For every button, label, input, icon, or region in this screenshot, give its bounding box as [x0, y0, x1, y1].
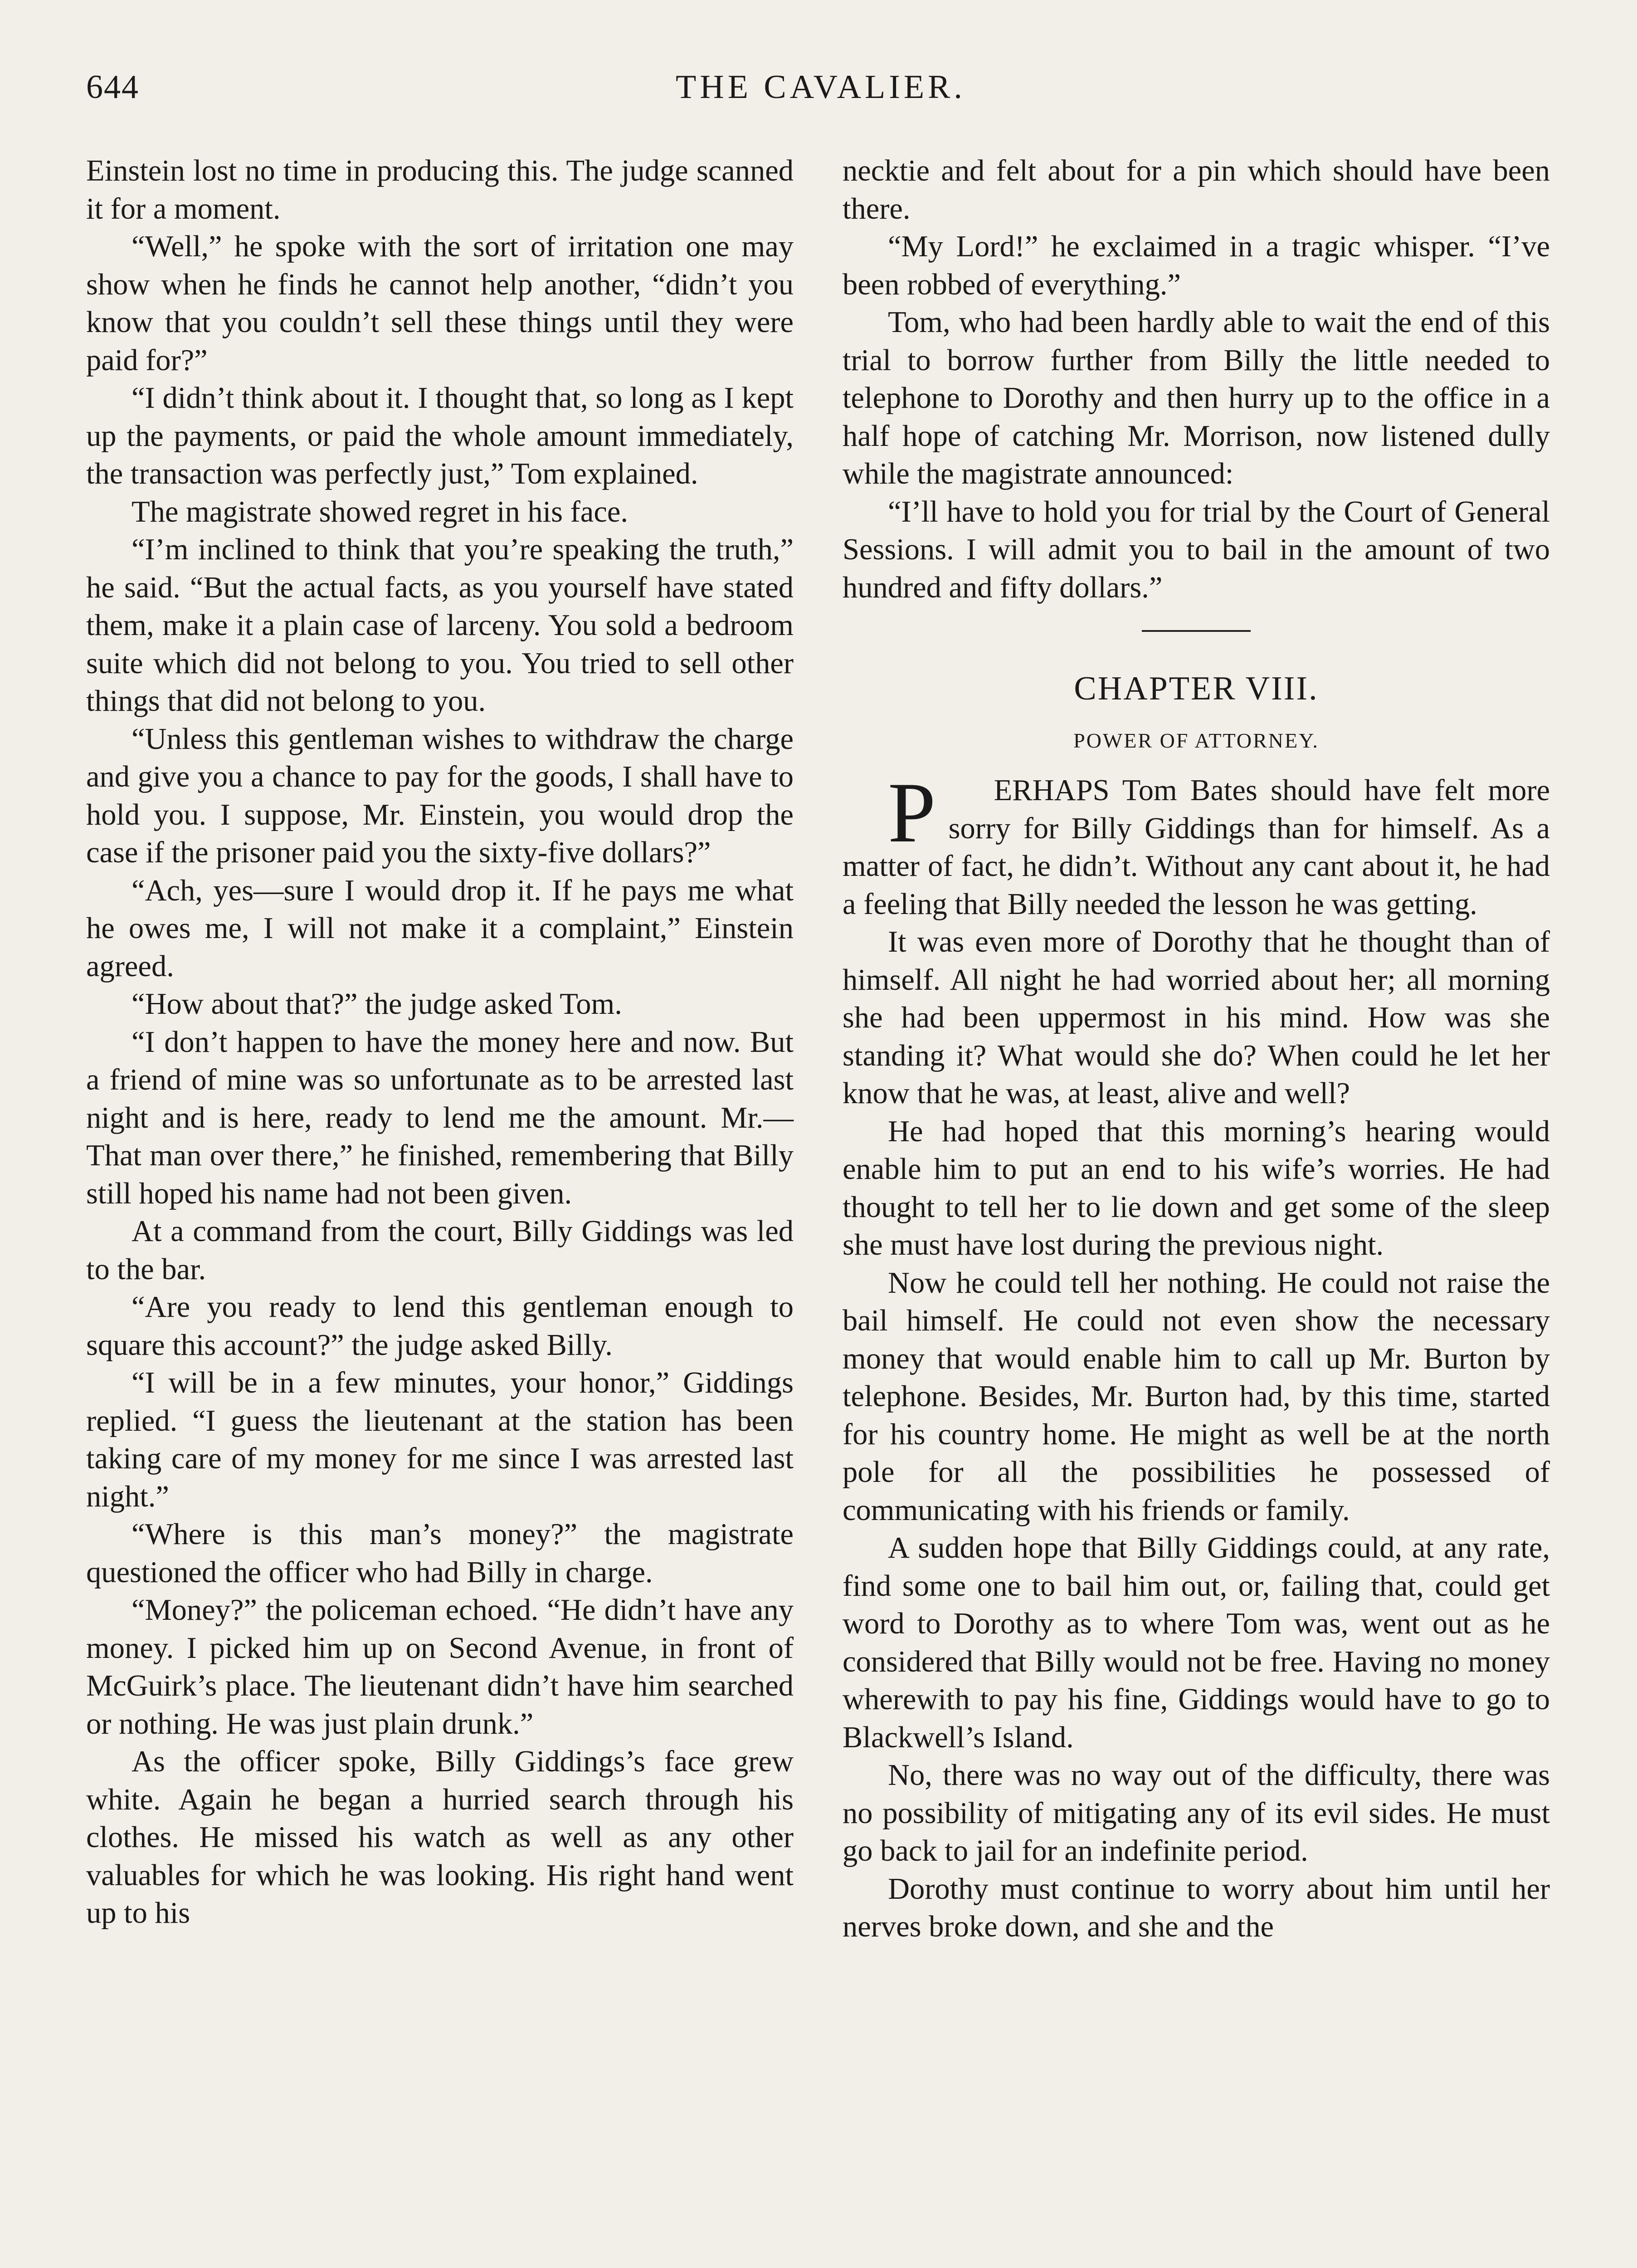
paragraph: necktie and felt about for a pin which should have been there.	[843, 154, 1550, 225]
left-column	[86, 152, 794, 1932]
paragraph: Einstein lost no time in producing this. The judge scanned it for a moment.	[86, 154, 794, 225]
paragraph: Tom, who had been hardly able to wait the end of this trial to borrow further from Billy the little needed to telephone to Dorothy and then hurry up to the office in a half hope of catching Mr. Morrison, now listened dully while the magistrate announced:	[843, 306, 1550, 490]
paragraph: “I’m inclined to think that you’re speaking the truth,” he said. “But the actual facts, as you yourself have stated them, make it a plain case of larceny. You sold a bedroom suite which did not belong to you. You tried to sell other things that did not belong to you.	[86, 533, 794, 718]
paragraph: A sudden hope that Billy Giddings could, at any rate, find some one to bail him out, or, failing that, could get word to Dorothy as to where Tom was, went out as he considered that Billy would not be free. Having no money wherewith to pay his fine, Giddings would have to go to Blackwell’s Island.	[843, 1531, 1550, 1754]
paragraph: As the officer spoke, Billy Giddings’s face grew white. Again he began a hurried search through his clothes. He missed his watch as well as any other valuables for which he was looking. His right hand went up to his	[86, 1745, 794, 1930]
paragraph: He had hoped that this morning’s hearing would enable him to put an end to his wife’s worries. He had thought to tell her to lie down and get some of the sleep she must have lost during the previous night.	[843, 1114, 1550, 1261]
paragraph: “I will be in a few minutes, your honor,” Giddings replied. “I guess the lieutenant at the station has been taking care of my money for me since I was arrested last night.”	[86, 1366, 794, 1513]
opening-text: ERHAPS Tom Bates should have felt more sorry for Billy Giddings than for himself. As a matter of fact, he didn’t. Without any cant about it, he had a feeling that Billy needed the lesson he was getting.	[843, 774, 1550, 921]
paragraph: “I didn’t think about it. I thought that, so long as I kept up the payments, or paid the whole amount immediately, the transaction was perfectly just,” Tom explained.	[86, 381, 794, 490]
paragraph: “My Lord!” he exclaimed in a tragic whisper. “I’ve been robbed of everything.”	[843, 230, 1550, 301]
drop-cap: P	[888, 765, 936, 860]
paragraph: “Unless this gentleman wishes to withdraw the charge and give you a chance to pay for the goods, I shall have to hold you. I suppose, Mr. Einstein, you would drop the case if the prisoner paid you the sixty-five dollars?”	[86, 722, 794, 869]
paragraph: No, there was no way out of the difficulty, there was no possibility of mitigating any of its evil sides. He must go back to jail for an indefinite period.	[843, 1759, 1550, 1867]
paragraph: “Are you ready to lend this gentleman enough to square this account?” the judge asked Billy.	[86, 1290, 794, 1362]
section-divider	[1142, 630, 1251, 632]
paragraph: “Ach, yes—sure I would drop it. If he pays me what he owes me, I will not make it a complaint,” Einstein agreed.	[86, 874, 794, 983]
chapter-title: CHAPTER VIII.	[1074, 670, 1319, 707]
paragraph: The magistrate showed regret in his face.	[132, 495, 628, 528]
paragraph: “I don’t happen to have the money here and now. But a friend of mine was so unfortunate as to be arrested last night and is here, ready to lend me the amount. Mr.— That man over there,” he finished, remembering that Billy still hoped his name had not been given.	[86, 1025, 794, 1210]
paragraph: “I’ll have to hold you for trial by the Court of General Sessions. I will admit you to bail in the amount of two hundred and fifty dollars.”	[843, 495, 1550, 604]
page-header	[86, 68, 1555, 113]
paragraph: “How about that?” the judge asked Tom.	[132, 987, 622, 1021]
paragraph: “Where is this man’s money?” the magistrate questioned the officer who had Billy in charge.	[86, 1518, 794, 1589]
paragraph: Now he could tell her nothing. He could not raise the bail himself. He could not even show the necessary money that would enable him to call up Mr. Burton by telephone. Besides, Mr. Burton had, by this time, started for his country home. He might as well be at the north pole for all the possibilities he possessed of communicating with his friends or family.	[843, 1266, 1550, 1527]
chapter-subtitle: POWER OF ATTORNEY.	[1073, 729, 1319, 752]
running-head: THE CAVALIER.	[676, 68, 966, 106]
paragraph: It was even more of Dorothy that he thought than of himself. All night he had worried about her; all morning she had been uppermost in his mind. How was she standing it? What would she do? When could he let her know that he was, at least, alive and well?	[843, 925, 1550, 1110]
paragraph: “Well,” he spoke with the sort of irritation one may show when he finds he cannot help another, “didn’t you know that you couldn’t sell these things until they were paid for?”	[86, 230, 794, 377]
paragraph: At a command from the court, Billy Giddings was led to the bar.	[86, 1215, 794, 1286]
paragraph: “Money?” the policeman echoed. “He didn’t have any money. I picked him up on Second Avenue, in front of McGuirk’s place. The lieutenant didn’t have him searched or nothing. He was just plain drunk.”	[86, 1593, 794, 1740]
chapter-opening-paragraph	[843, 765, 1550, 923]
page-number: 644	[86, 68, 139, 106]
paragraph: Dorothy must continue to worry about him until her nerves broke down, and she and the	[843, 1872, 1550, 1943]
right-column	[843, 152, 1550, 1946]
